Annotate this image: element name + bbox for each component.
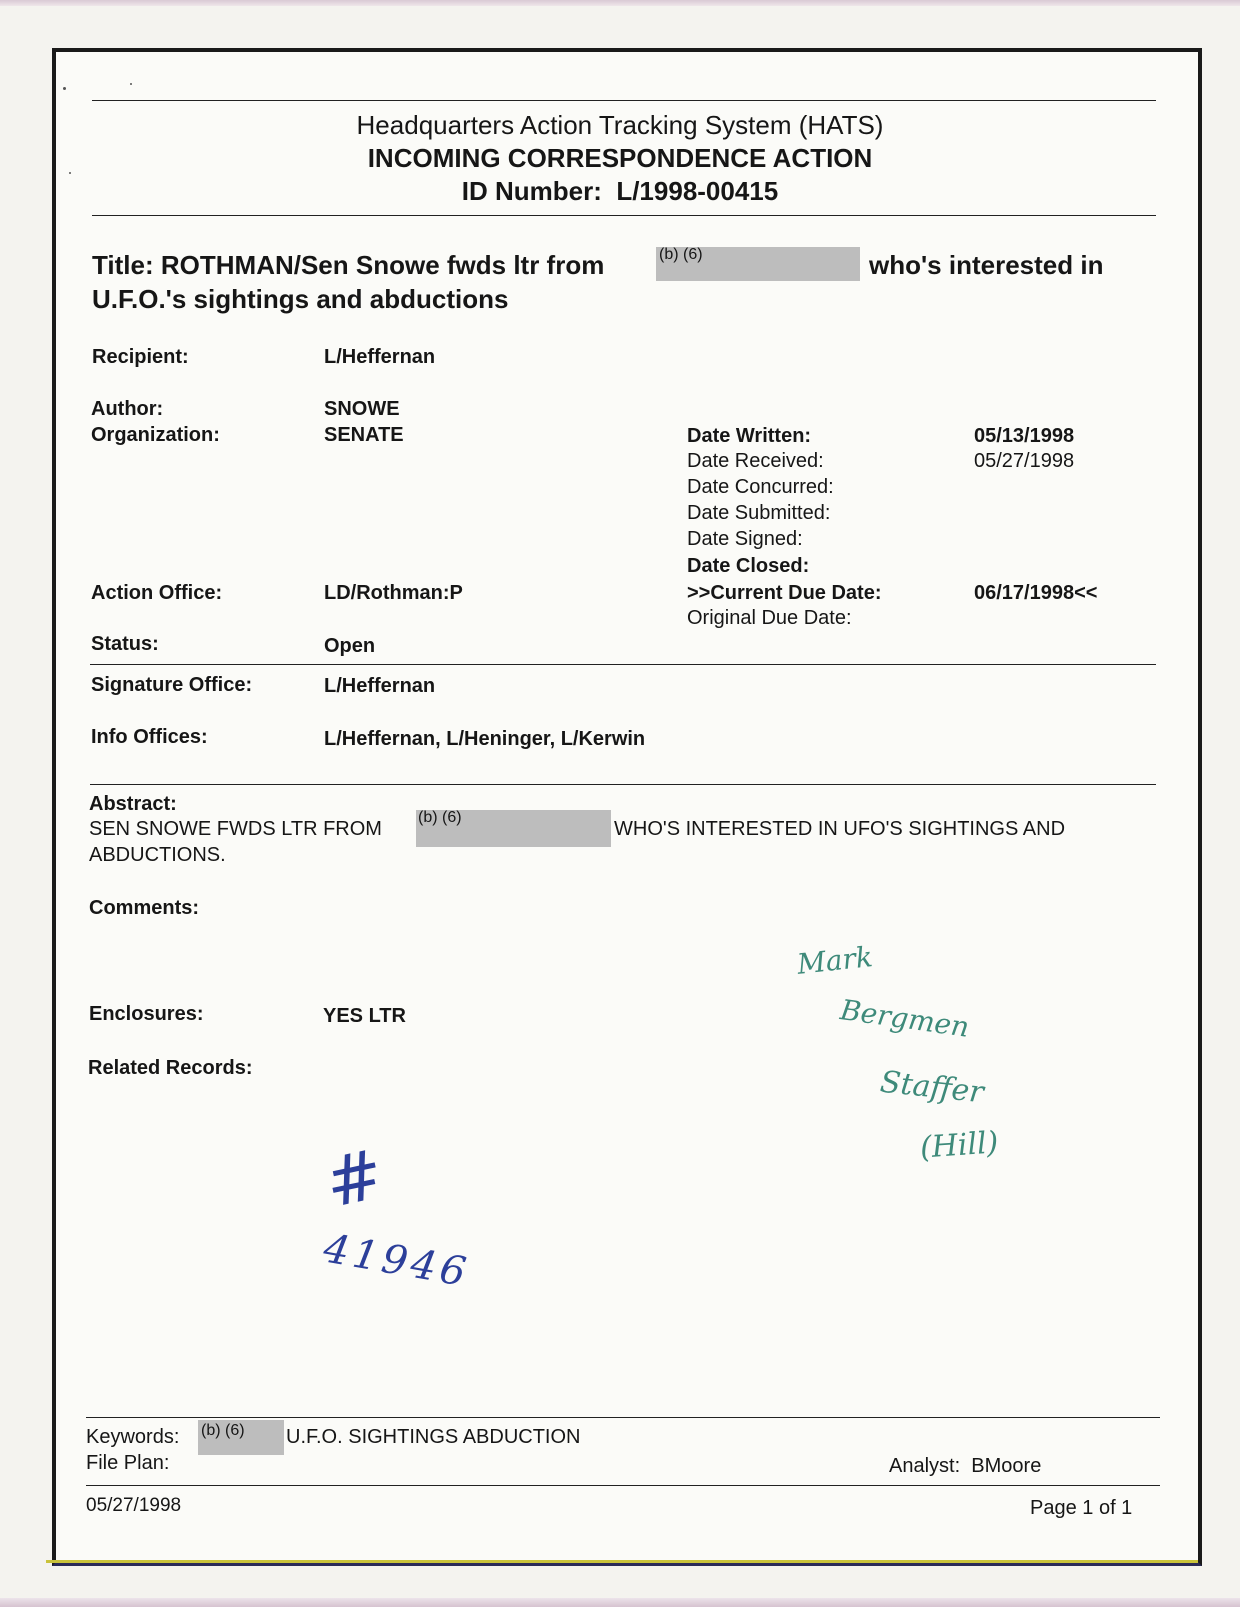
analyst-value: BMoore <box>971 1455 1042 1477</box>
title-line-2: U.F.O.'s sightings and abductions <box>92 284 509 314</box>
date-concurred-label: Date Concurred: <box>687 476 834 498</box>
handwritten-number: 41946 <box>320 1225 474 1297</box>
print-date: 05/27/1998 <box>86 1495 182 1516</box>
organization-value: SENATE <box>324 424 404 446</box>
current-due-date-label: >>Current Due Date: <box>687 582 882 604</box>
footer-top-rule <box>86 1417 1160 1418</box>
status-label: Status: <box>91 633 159 655</box>
handwritten-note-line-4: (Hill) <box>918 1125 1000 1166</box>
form-title: INCOMING CORRESPONDENCE ACTION <box>367 143 873 173</box>
related-records-label: Related Records: <box>88 1057 253 1079</box>
current-due-date-value: 06/17/1998<< <box>974 582 1098 604</box>
signature-office-label: Signature Office: <box>91 674 253 696</box>
handwritten-note-line-3: Staffer <box>878 1064 986 1111</box>
date-received-value: 05/27/1998 <box>974 450 1075 472</box>
title-redaction-code: (b) (6) <box>659 246 703 263</box>
id-number <box>0 176 1240 207</box>
analyst-label: Analyst: <box>889 1455 961 1477</box>
abstract-text-part2: WHO'S INTERESTED IN UFO'S SIGHTINGS AND <box>614 818 1066 840</box>
author-value: SNOWE <box>324 398 400 420</box>
author-label: Author: <box>91 398 164 420</box>
info-offices-label: Info Offices: <box>91 726 208 748</box>
id-label: ID Number: <box>461 176 602 206</box>
signature-office-value: L/Heffernan <box>324 675 436 697</box>
keywords-label: Keywords: <box>86 1426 180 1448</box>
footer-bottom-rule <box>86 1485 1160 1486</box>
organization-label: Organization: <box>91 424 220 446</box>
header-bottom-rule <box>92 215 1156 216</box>
status-value: Open <box>324 635 376 657</box>
enclosures-label: Enclosures: <box>89 1003 204 1025</box>
abstract-label: Abstract: <box>89 793 177 815</box>
handwritten-note-line-1: Mark <box>795 940 875 981</box>
title-text-part2: who's interested in <box>869 250 1104 280</box>
abstract-redaction-code: (b) (6) <box>418 809 462 826</box>
original-due-date-label: Original Due Date: <box>687 607 852 629</box>
page-indicator: Page 1 of 1 <box>1030 1497 1133 1519</box>
handwritten-note-line-2: Bergmen <box>838 993 972 1044</box>
scan-speck <box>63 87 66 90</box>
recipient-value: L/Heffernan <box>324 346 436 368</box>
info-offices-value: L/Heffernan, L/Heninger, L/Kerwin <box>324 728 646 750</box>
status-divider <box>90 664 1156 665</box>
date-signed-label: Date Signed: <box>687 528 803 550</box>
date-submitted-label: Date Submitted: <box>687 502 831 524</box>
analyst <box>889 1455 1041 1478</box>
title-label: Title: <box>92 250 154 280</box>
abstract-text-line2: ABDUCTIONS. <box>89 844 226 866</box>
title-line-1 <box>92 250 604 281</box>
keywords-value: U.F.O. SIGHTINGS ABDUCTION <box>286 1426 581 1448</box>
scan-speck <box>130 83 132 85</box>
recipient-label: Recipient: <box>92 346 189 368</box>
scan-top-edge <box>0 0 1240 6</box>
date-closed-label: Date Closed: <box>687 555 810 577</box>
keywords-redaction-code: (b) (6) <box>201 1422 245 1439</box>
date-written-label: Date Written: <box>687 425 812 447</box>
date-written-value: 05/13/1998 <box>974 425 1075 447</box>
file-plan-label: File Plan: <box>86 1452 170 1474</box>
abstract-text-part1: SEN SNOWE FWDS LTR FROM <box>89 818 382 840</box>
action-office-label: Action Office: <box>91 582 223 604</box>
highlight-mark <box>46 1560 1198 1563</box>
offices-divider <box>90 784 1156 785</box>
date-received-label: Date Received: <box>687 450 824 472</box>
title-text-part1: ROTHMAN/Sen Snowe fwds ltr from <box>160 250 605 280</box>
scan-bottom-edge <box>0 1598 1240 1607</box>
action-office-value: LD/Rothman:P <box>324 582 463 604</box>
system-name: Headquarters Action Tracking System (HATS) <box>356 110 884 140</box>
comments-label: Comments: <box>89 897 200 919</box>
header-top-rule <box>92 100 1156 101</box>
enclosures-value: YES LTR <box>323 1005 406 1027</box>
id-value: L/1998-00415 <box>616 176 779 206</box>
handwritten-number-mark: # <box>318 1134 391 1225</box>
